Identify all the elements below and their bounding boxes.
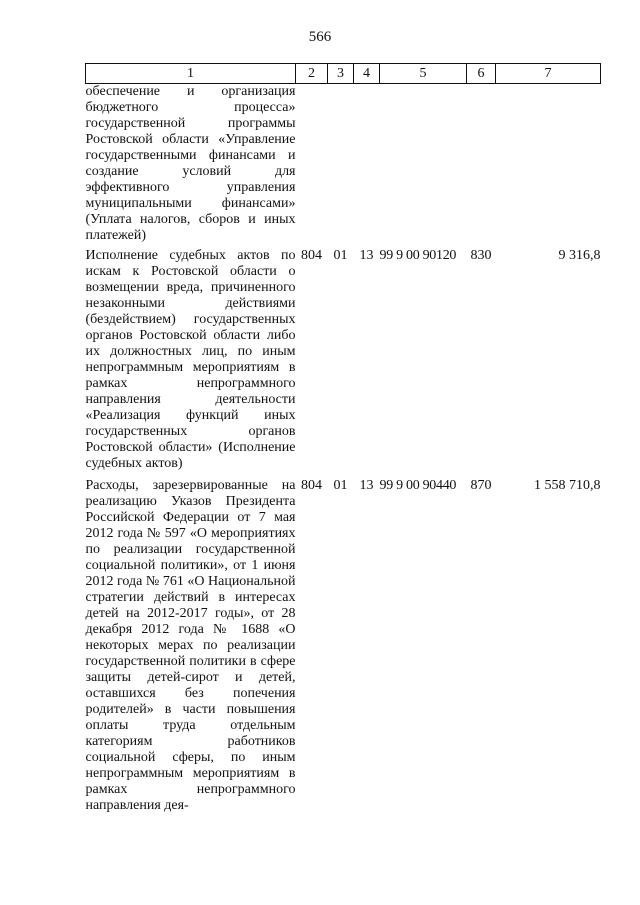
- row-subsection: 13: [359, 248, 374, 263]
- row-ministry: 804: [301, 478, 322, 493]
- col-header-2: 2: [296, 64, 328, 84]
- row-type: [467, 84, 496, 245]
- row-target: 99 9 00 90120: [379, 248, 457, 263]
- row-amount: 1 558 710,8: [534, 478, 601, 493]
- col-header-7: 7: [496, 64, 601, 84]
- table-row: [86, 84, 601, 245]
- row-target: 99 9 00 90440: [379, 478, 457, 493]
- row-description: Исполнение судебных актов по искам к Ростовской области о возмещении вреда, причиненного незаконными действиями (бездействием) государственных органов Ростовской области либо их должностных лиц, по иным непрограммным мероприятиям в рамках непрограммного направления деятельности «Реализация функций иных государственных органов Ростовской области» (Исполнение судебных актов): [85, 248, 296, 471]
- row-amount: [496, 84, 601, 245]
- row-section: 01: [333, 248, 348, 263]
- col-header-4: 4: [354, 64, 380, 84]
- row-ministry: [296, 84, 328, 245]
- row-type: 830: [470, 248, 492, 263]
- table-row: [86, 244, 601, 472]
- row-section: [328, 84, 354, 245]
- budget-table: [85, 63, 601, 814]
- row-subsection: [354, 84, 380, 245]
- column-header-row: [86, 64, 601, 84]
- row-amount: 9 316,8: [558, 248, 601, 263]
- row-section: 01: [333, 478, 348, 493]
- col-header-1: 1: [86, 64, 296, 84]
- row-subsection: 13: [359, 478, 374, 493]
- row-target: [380, 84, 467, 245]
- page-number: 566: [308, 29, 332, 45]
- table-row: [86, 472, 601, 814]
- col-header-5: 5: [380, 64, 467, 84]
- col-header-6: 6: [467, 64, 496, 84]
- col-header-3: 3: [328, 64, 354, 84]
- row-ministry: 804: [301, 248, 322, 263]
- row-type: 870: [470, 478, 492, 493]
- row-description: Расходы, зарезервированные на реализацию Указов Президента Российской Федерации от 7 мая 2012 года № 597 «О мероприятиях по реализации государственной социальной политики», от 1 июня 2012 года № 761 «О Национальной стратегии действий в интересах детей на 2012-2017 годы», от 28 декабря 2012 года № 1688 «О некоторых мерах по реализации государственной политики в сфере защиты детей-сирот и детей, оставшихся без попечения родителей» в части повышения оплаты труда отдельным категориям работников социальной сферы, по иным непрограммным мероприятиям в рамках непрограммного направления дея-: [85, 478, 296, 813]
- row-description: обеспечение и организация бюджетного процесса» государственной программы Ростовской области «Управление государственными финансами и создание условий для эффективного управления муниципальными финансами» (Уплата налогов, сборов и иных платежей): [85, 84, 296, 243]
